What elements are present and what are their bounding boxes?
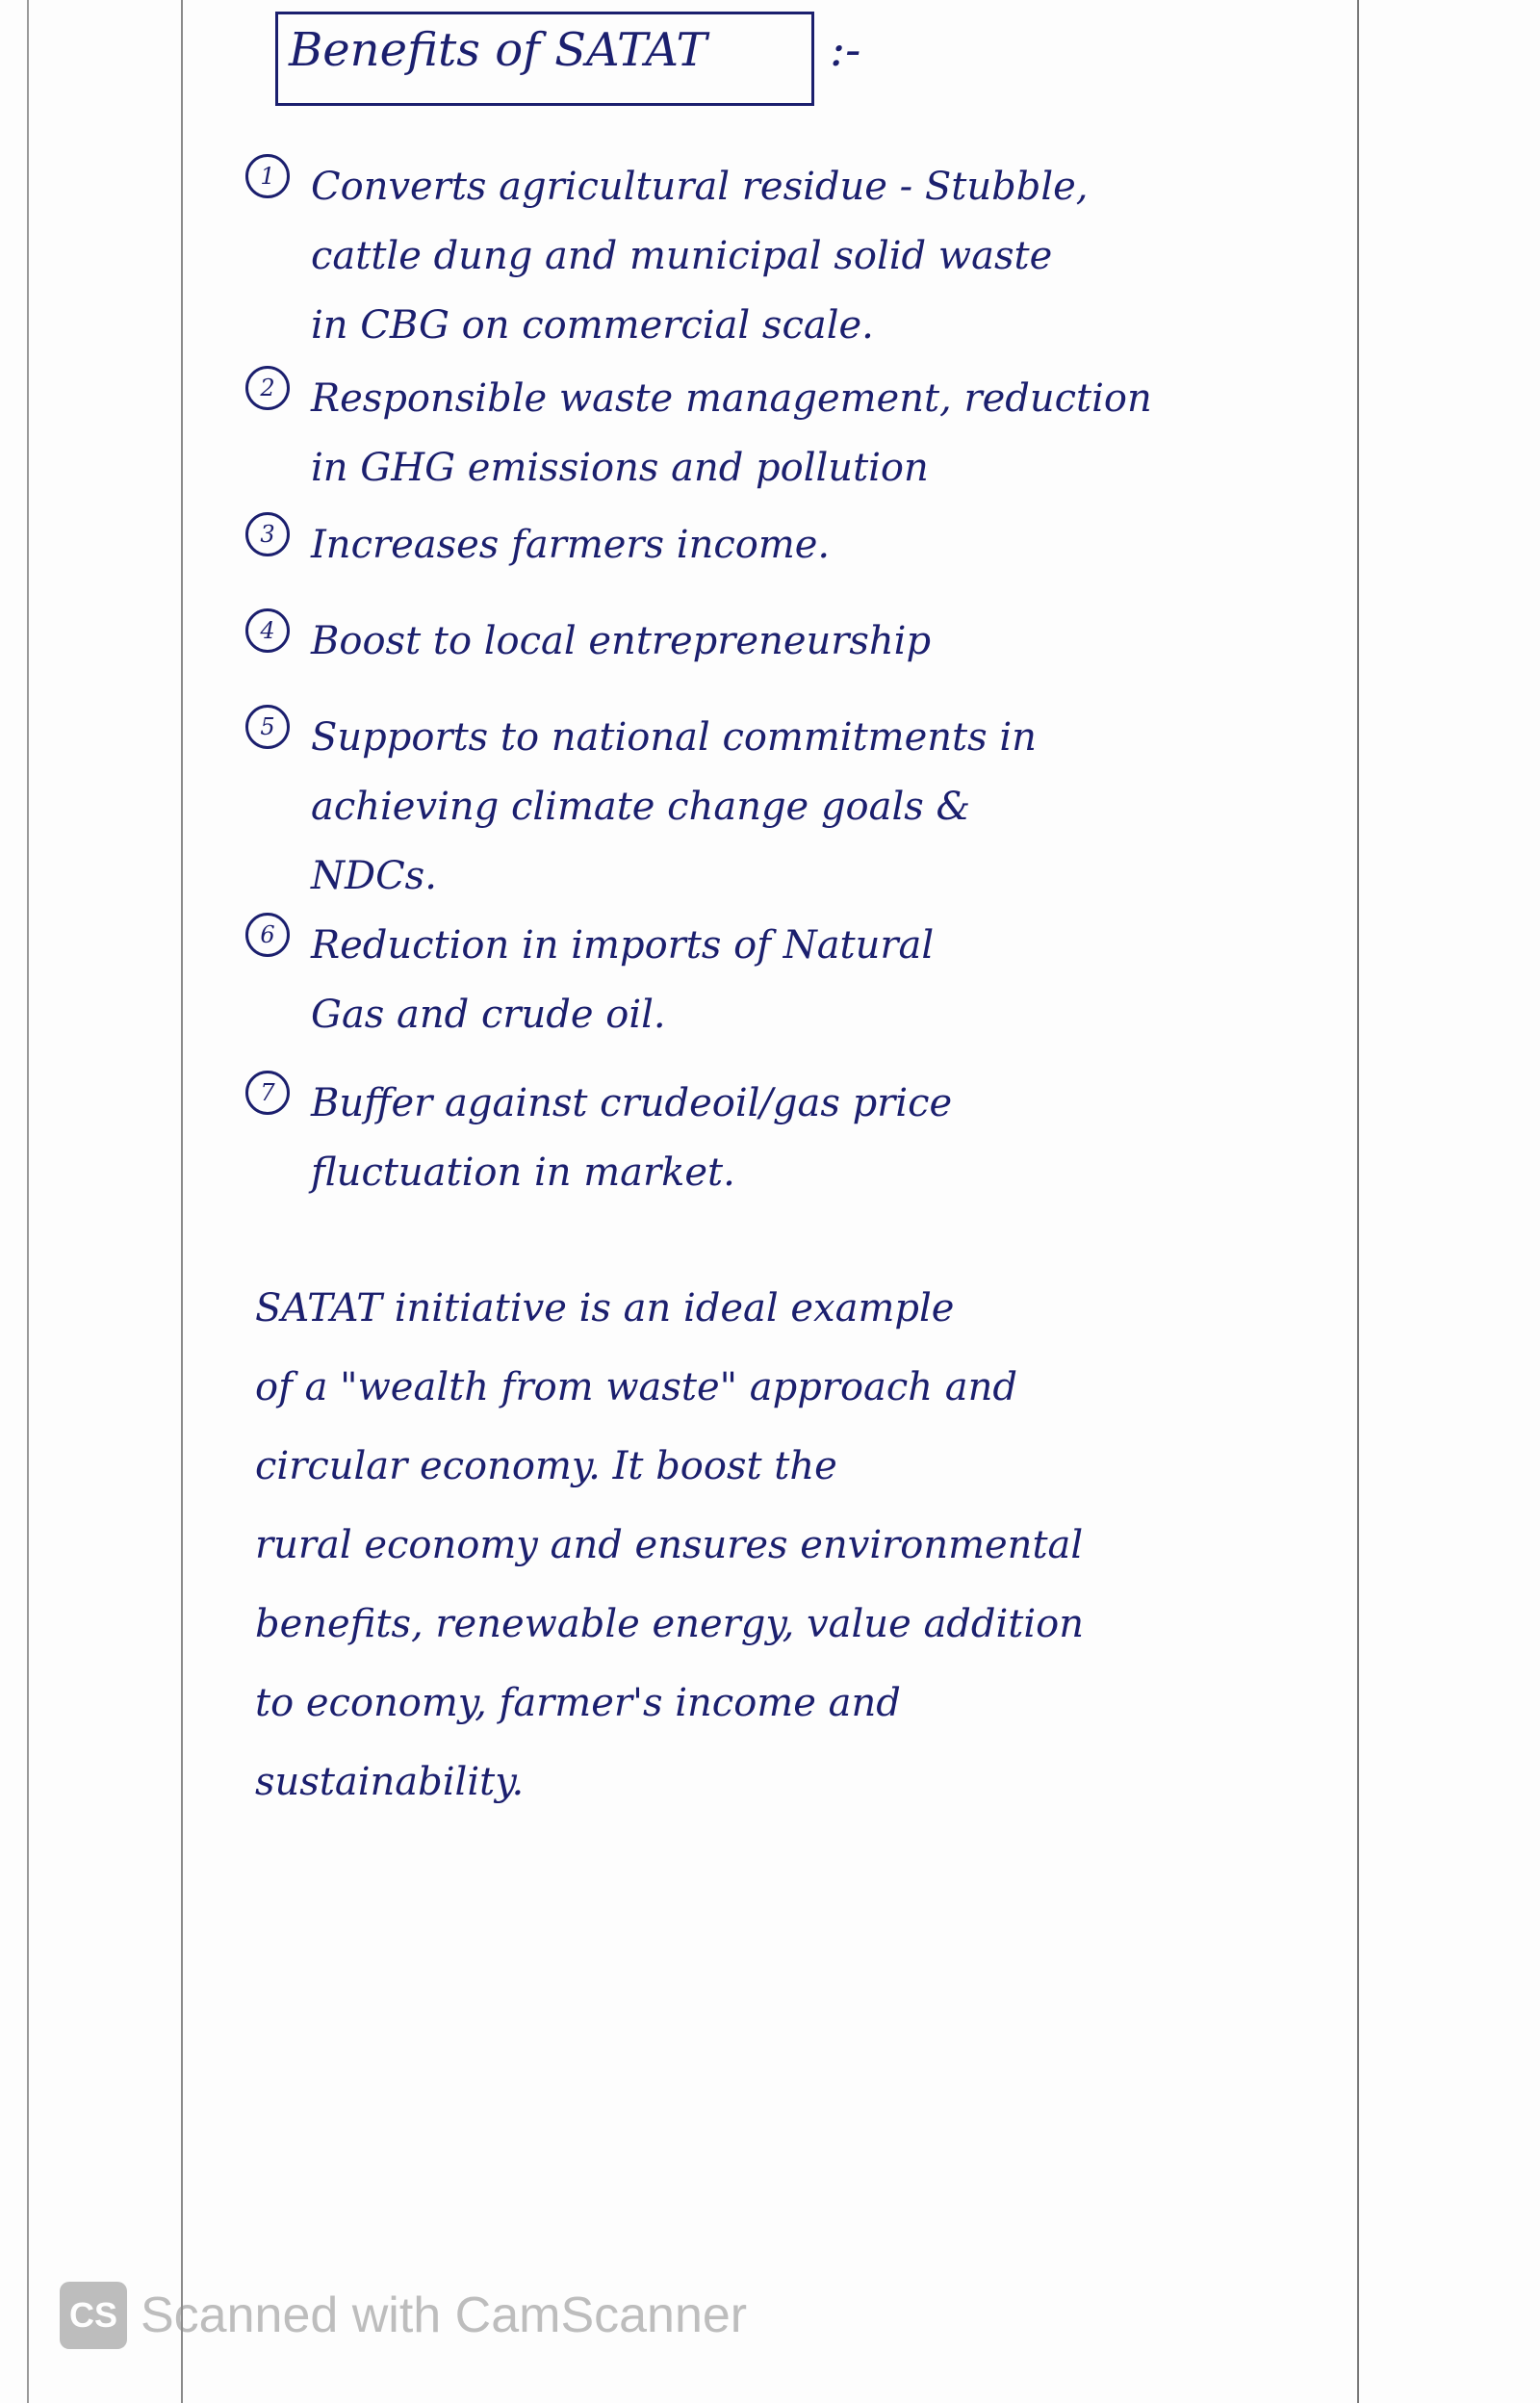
item-text: Converts agricultural residue - Stubble, cattle dung and municipal solid waste in CBG on commercial scale. (311, 165, 1089, 348)
item-number: 1 (245, 154, 290, 198)
page-edge-line (27, 0, 29, 2403)
item-number: 3 (245, 512, 290, 556)
item-number: 2 (245, 366, 290, 410)
page-title: Benefits of SATAT (289, 23, 707, 77)
right-margin-line (1357, 0, 1359, 2403)
conclusion-paragraph: SATAT initiative is an ideal example of a "wealth from waste" approach and circular economy. It boost the rural economy and ensures environmental benefits, renewable energy, value addition to economy, farmer's income and sustainability. (255, 1286, 1085, 1804)
watermark-text: Scanned with CamScanner (141, 2287, 748, 2343)
camscanner-logo-icon: CS (60, 2282, 127, 2349)
item-text: Responsible waste management, reduction in GHG emissions and pollution (311, 376, 1152, 490)
item-number: 6 (245, 913, 290, 957)
item-text: Increases farmers income. (311, 523, 831, 567)
item-text: Supports to national commitments in achieving climate change goals & NDCs. (311, 715, 1037, 898)
item-text: Reduction in imports of Natural Gas and crude oil. (311, 923, 935, 1037)
item-number: 4 (245, 608, 290, 653)
camscanner-watermark (60, 2282, 747, 2349)
title-suffix: :- (830, 23, 861, 77)
item-number: 7 (245, 1071, 290, 1115)
item-number: 5 (245, 705, 290, 749)
item-text: Buffer against crudeoil/gas price fluctuation in market. (311, 1081, 953, 1195)
item-text: Boost to local entrepreneurship (311, 619, 932, 663)
margin-line (181, 0, 183, 2403)
